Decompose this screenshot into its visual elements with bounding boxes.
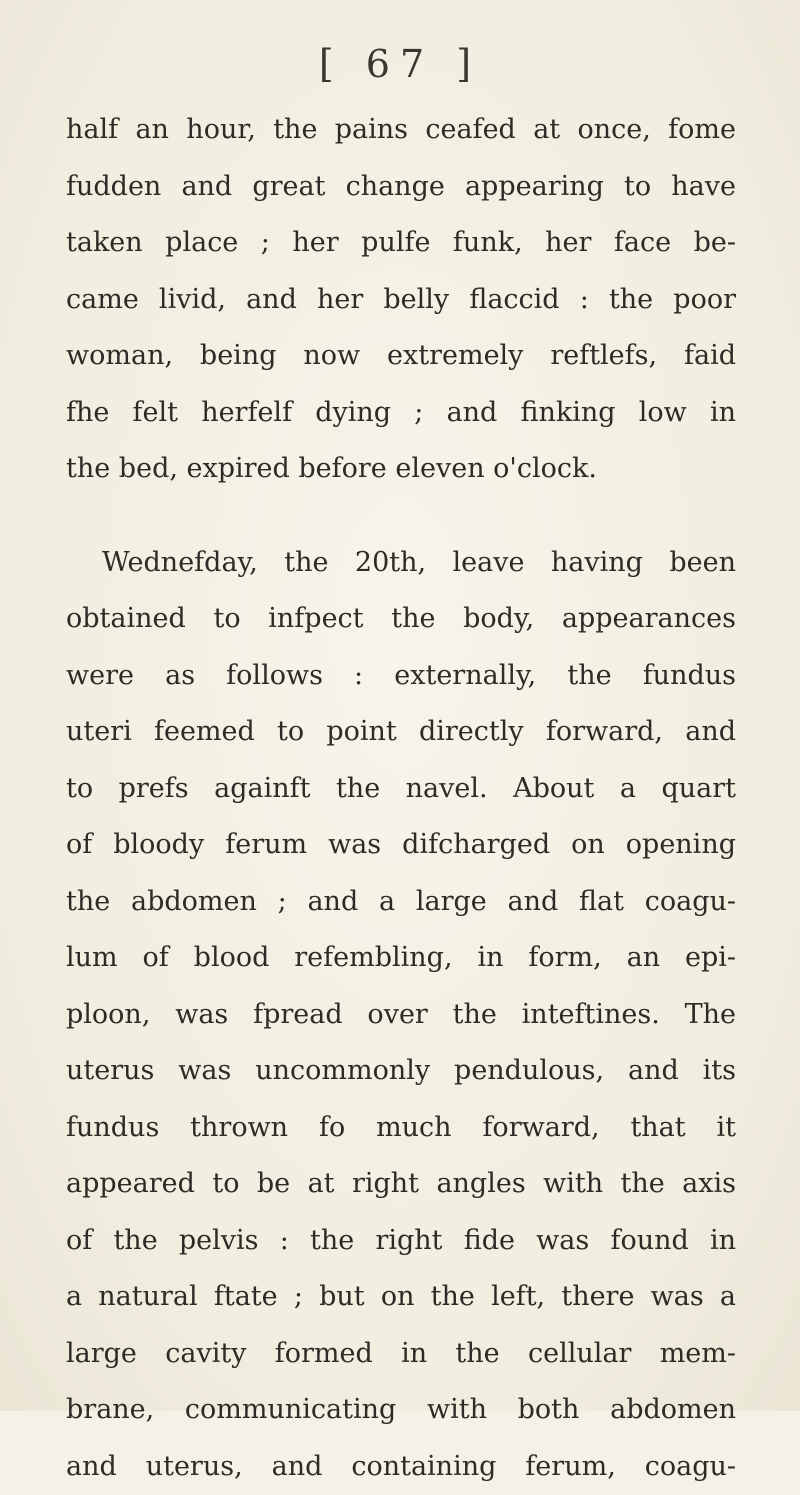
paragraph-1 bbox=[66, 102, 736, 498]
paragraph-2 bbox=[66, 535, 736, 1495]
text-line: the bed, expired before eleven o'clock. bbox=[66, 441, 736, 498]
text-line: of the pelvis : the right fide was found in bbox=[66, 1213, 736, 1270]
text-line: a natural ftate ; but on the left, there was a bbox=[66, 1269, 736, 1326]
text-line: ploon, was fpread over the inteftines. The bbox=[66, 987, 736, 1044]
text-line: woman, being now extremely reftlefs, faid bbox=[66, 328, 736, 385]
text-line: obtained to infpect the body, appearances bbox=[66, 591, 736, 648]
text-line: lum of blood refembling, in form, an epi- bbox=[66, 930, 736, 987]
text-line: uterus was uncommonly pendulous, and its bbox=[66, 1043, 736, 1100]
text-line: taken place ; her pulfe funk, her face be- bbox=[66, 215, 736, 272]
text-line: fudden and great change appearing to have bbox=[66, 159, 736, 216]
text-line: Wednefday, the 20th, leave having been bbox=[66, 535, 736, 592]
paragraph-gap bbox=[66, 498, 736, 535]
text-line: uteri feemed to point directly forward, and bbox=[66, 704, 736, 761]
text-line: came livid, and her belly flaccid : the poor bbox=[66, 272, 736, 329]
text-line: large cavity formed in the cellular mem- bbox=[66, 1326, 736, 1383]
text-line: were as follows : externally, the fundus bbox=[66, 648, 736, 705]
text-line: fhe felt herfelf dying ; and finking low in bbox=[66, 385, 736, 442]
page-number: [ 67 ] bbox=[0, 42, 800, 86]
text-line: of bloody ferum was difcharged on opening bbox=[66, 817, 736, 874]
text-line: fundus thrown fo much forward, that it bbox=[66, 1100, 736, 1157]
text-line: to prefs againft the navel. About a quart bbox=[66, 761, 736, 818]
text-line: the abdomen ; and a large and flat coagu- bbox=[66, 874, 736, 931]
text-line: brane, communicating with both abdomen bbox=[66, 1382, 736, 1439]
text-line: appeared to be at right angles with the axis bbox=[66, 1156, 736, 1213]
page-text bbox=[66, 102, 736, 1495]
text-line: half an hour, the pains ceafed at once, fome bbox=[66, 102, 736, 159]
text-line: and uterus, and containing ferum, coagu- bbox=[66, 1439, 736, 1495]
